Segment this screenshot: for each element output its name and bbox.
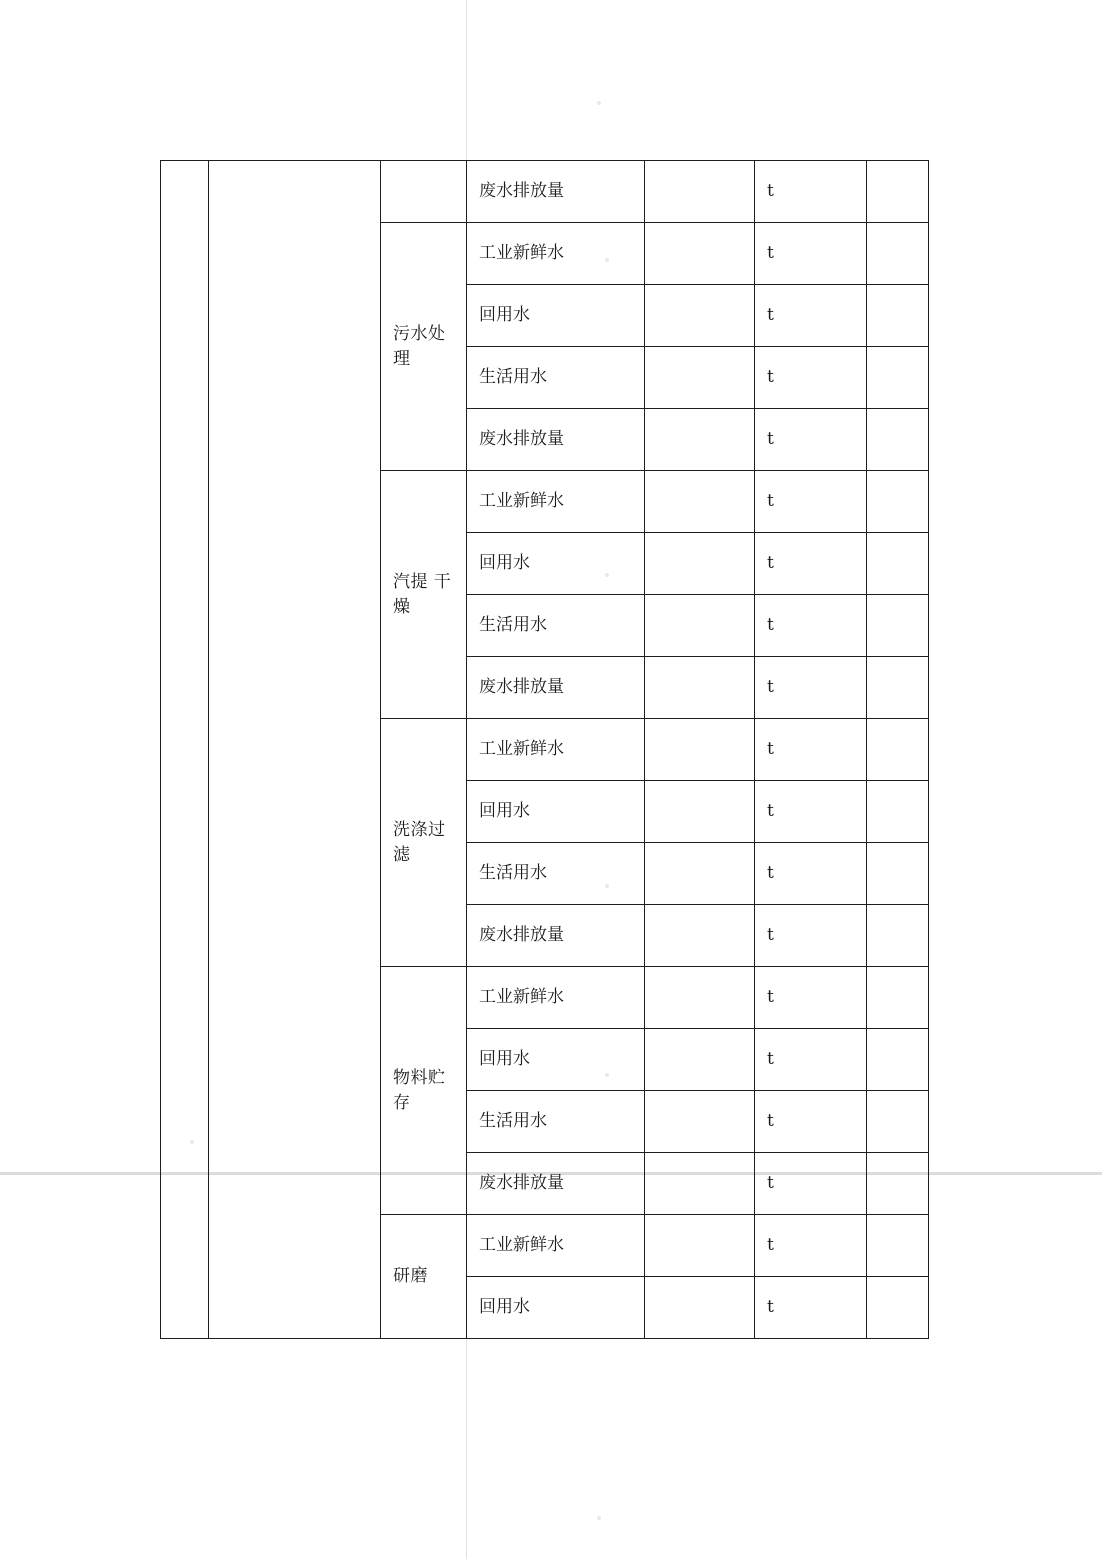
stage-label: 汽提 干燥 <box>393 571 452 617</box>
item-label: 回用水 <box>467 1029 645 1091</box>
unit-cell: t <box>755 1215 867 1277</box>
note-cell[interactable] <box>867 967 929 1029</box>
value-cell[interactable] <box>645 409 755 471</box>
item-label: 回用水 <box>467 533 645 595</box>
unit-cell: t <box>755 285 867 347</box>
stage-cell-material-storage <box>381 967 467 1215</box>
note-cell[interactable] <box>867 1153 929 1215</box>
value-cell[interactable] <box>645 1277 755 1339</box>
scan-speck <box>597 1516 601 1520</box>
stage-cell-continuation <box>381 161 467 223</box>
scan-speck <box>597 101 601 105</box>
unit-cell: t <box>755 719 867 781</box>
note-cell[interactable] <box>867 347 929 409</box>
value-cell[interactable] <box>645 595 755 657</box>
item-label: 回用水 <box>467 781 645 843</box>
unit-cell: t <box>755 347 867 409</box>
value-cell[interactable] <box>645 719 755 781</box>
note-cell[interactable] <box>867 843 929 905</box>
note-cell[interactable] <box>867 409 929 471</box>
note-cell[interactable] <box>867 781 929 843</box>
note-cell[interactable] <box>867 1277 929 1339</box>
item-label: 工业新鲜水 <box>467 223 645 285</box>
note-cell[interactable] <box>867 1029 929 1091</box>
item-label: 生活用水 <box>467 595 645 657</box>
item-label: 生活用水 <box>467 347 645 409</box>
value-cell[interactable] <box>645 161 755 223</box>
item-label: 工业新鲜水 <box>467 967 645 1029</box>
value-cell[interactable] <box>645 285 755 347</box>
note-cell[interactable] <box>867 223 929 285</box>
note-cell[interactable] <box>867 471 929 533</box>
unit-cell: t <box>755 533 867 595</box>
note-cell[interactable] <box>867 1215 929 1277</box>
value-cell[interactable] <box>645 1029 755 1091</box>
item-label: 回用水 <box>467 1277 645 1339</box>
item-label: 废水排放量 <box>467 1153 645 1215</box>
stage-label: 研磨 <box>393 1266 428 1287</box>
note-cell[interactable] <box>867 161 929 223</box>
stage-cell-washing-filtration <box>381 719 467 967</box>
unit-cell: t <box>755 843 867 905</box>
note-cell[interactable] <box>867 657 929 719</box>
unit-cell: t <box>755 409 867 471</box>
unit-cell: t <box>755 1091 867 1153</box>
note-cell[interactable] <box>867 533 929 595</box>
item-label: 废水排放量 <box>467 905 645 967</box>
item-label: 废水排放量 <box>467 657 645 719</box>
value-cell[interactable] <box>645 657 755 719</box>
value-cell[interactable] <box>645 471 755 533</box>
category-cell <box>209 161 381 1339</box>
value-cell[interactable] <box>645 347 755 409</box>
note-cell[interactable] <box>867 1091 929 1153</box>
unit-cell: t <box>755 471 867 533</box>
stage-label: 污水处理 <box>393 323 446 369</box>
unit-cell: t <box>755 781 867 843</box>
unit-cell: t <box>755 1277 867 1339</box>
value-cell[interactable] <box>645 1215 755 1277</box>
unit-cell: t <box>755 1153 867 1215</box>
stage-cell-grinding <box>381 1215 467 1339</box>
value-cell[interactable] <box>645 1091 755 1153</box>
unit-cell: t <box>755 905 867 967</box>
item-label: 废水排放量 <box>467 409 645 471</box>
unit-cell: t <box>755 967 867 1029</box>
unit-cell: t <box>755 1029 867 1091</box>
note-cell[interactable] <box>867 285 929 347</box>
outer-left-cell <box>161 161 209 1339</box>
value-cell[interactable] <box>645 843 755 905</box>
item-label: 生活用水 <box>467 843 645 905</box>
unit-cell: t <box>755 161 867 223</box>
item-label: 工业新鲜水 <box>467 471 645 533</box>
stage-label: 洗涤过滤 <box>393 819 446 865</box>
unit-cell: t <box>755 657 867 719</box>
value-cell[interactable] <box>645 905 755 967</box>
item-label: 回用水 <box>467 285 645 347</box>
table-row <box>161 161 929 223</box>
water-usage-table <box>160 160 929 1339</box>
value-cell[interactable] <box>645 967 755 1029</box>
stage-label: 物料贮存 <box>393 1067 446 1113</box>
item-label: 废水排放量 <box>467 161 645 223</box>
item-label: 生活用水 <box>467 1091 645 1153</box>
stage-cell-stripping-drying <box>381 471 467 719</box>
note-cell[interactable] <box>867 595 929 657</box>
value-cell[interactable] <box>645 1153 755 1215</box>
unit-cell: t <box>755 223 867 285</box>
value-cell[interactable] <box>645 223 755 285</box>
value-cell[interactable] <box>645 781 755 843</box>
unit-cell: t <box>755 595 867 657</box>
value-cell[interactable] <box>645 533 755 595</box>
item-label: 工业新鲜水 <box>467 1215 645 1277</box>
note-cell[interactable] <box>867 719 929 781</box>
item-label: 工业新鲜水 <box>467 719 645 781</box>
stage-cell-wastewater-treatment <box>381 223 467 471</box>
note-cell[interactable] <box>867 905 929 967</box>
